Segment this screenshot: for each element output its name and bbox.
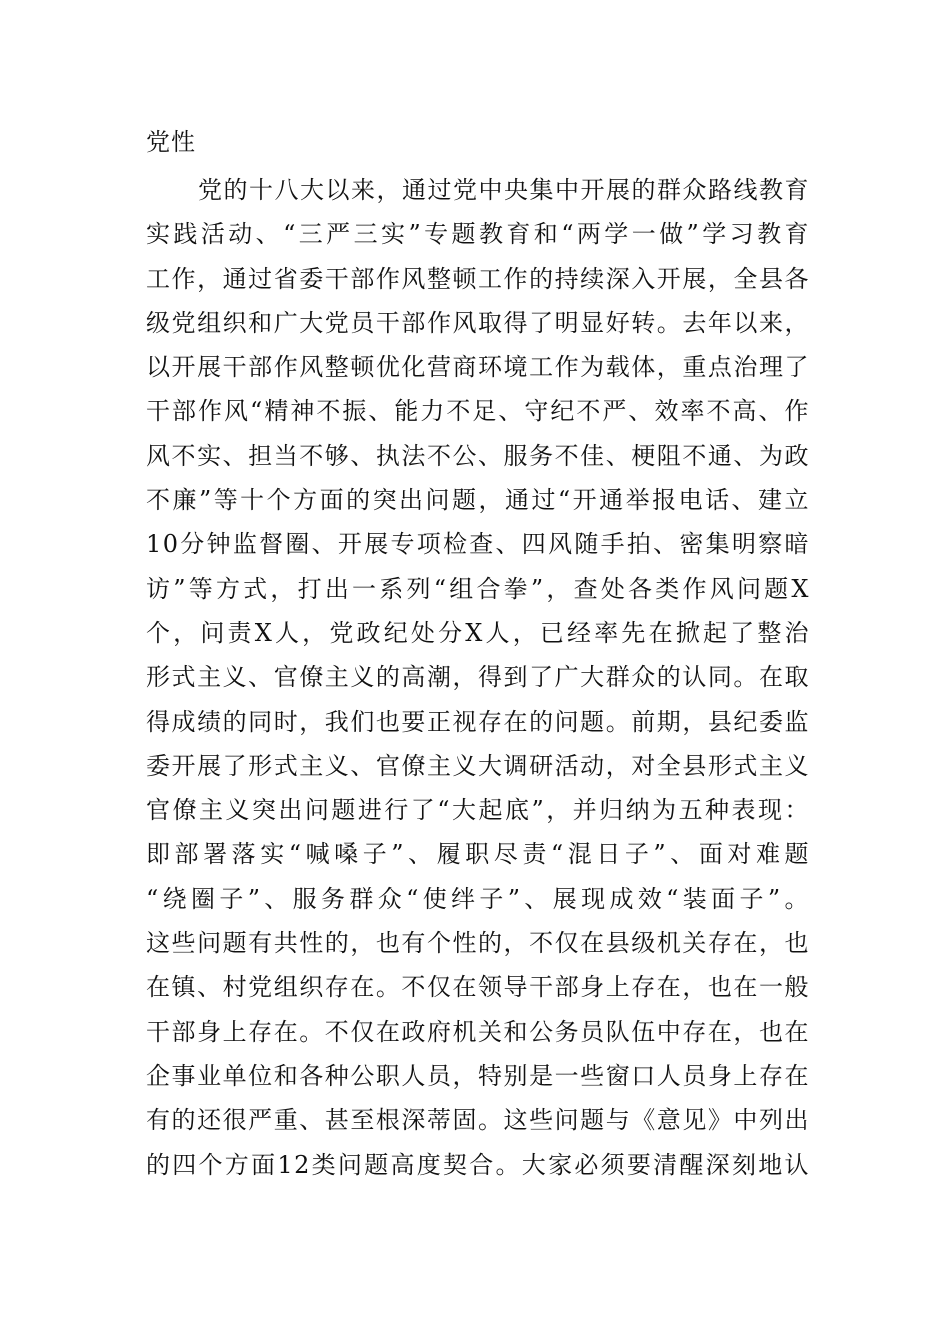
paragraph-line: 官僚主义突出问题进行了“大起底”，并归纳为五种表现： xyxy=(146,796,810,825)
paragraph-line: 实践活动、“三严三实”专题教育和“两学一做”学习教育 xyxy=(146,220,810,249)
paragraph-line: 级党组织和广大党员干部作风取得了明显好转。去年以来， xyxy=(146,308,810,337)
paragraph-line: 委开展了形式主义、官僚主义大调研活动，对全县形式主义 xyxy=(146,751,810,780)
paragraph-line: 有的还很严重、甚至根深蒂固。这些问题与《意见》中列出 xyxy=(146,1106,810,1135)
paragraph-line: 在镇、村党组织存在。不仅在领导干部身上存在，也在一般 xyxy=(146,973,810,1002)
paragraph-line: 工作，通过省委干部作风整顿工作的持续深入开展，全县各 xyxy=(146,264,810,293)
paragraph-line: 即部署落实“喊嗓子”、履职尽责“混日子”、面对难题 xyxy=(146,840,810,869)
paragraph-line: 党的十八大以来，通过党中央集中开展的群众路线教育 xyxy=(198,176,810,204)
paragraph-line: “绕圈子”、服务群众“使绊子”、展现成效“装面子”。 xyxy=(146,884,810,913)
paragraph-line: 不廉”等十个方面的突出问题，通过“开通举报电话、建立 xyxy=(146,486,810,515)
document-heading: 党性 xyxy=(146,128,196,156)
paragraph-line: 得成绩的同时，我们也要正视存在的问题。前期，县纪委监 xyxy=(146,707,810,736)
paragraph-line: 的四个方面12类问题高度契合。大家必须要清醒深刻地认 xyxy=(146,1150,810,1179)
body-paragraph xyxy=(146,168,810,1187)
paragraph-line: 访”等方式，打出一系列“组合拳”，查处各类作风问题X xyxy=(146,574,810,603)
paragraph-line: 个，问责X人，党政纪处分X人，已经率先在掀起了整治 xyxy=(146,618,810,647)
paragraph-line: 企事业单位和各种公职人员，特别是一些窗口人员身上存在 xyxy=(146,1061,810,1090)
paragraph-line: 干部身上存在。不仅在政府机关和公务员队伍中存在，也在 xyxy=(146,1017,810,1046)
paragraph-line: 干部作风“精神不振、能力不足、守纪不严、效率不高、作 xyxy=(146,397,810,426)
paragraph-line: 风不实、担当不够、执法不公、服务不佳、梗阻不通、为政 xyxy=(146,441,810,470)
paragraph-line: 10分钟监督圈、开展专项检查、四风随手拍、密集明察暗 xyxy=(146,530,810,559)
paragraph-line: 形式主义、官僚主义的高潮，得到了广大群众的认同。在取 xyxy=(146,663,810,692)
paragraph-line: 以开展干部作风整顿优化营商环境工作为载体，重点治理了 xyxy=(146,353,810,382)
paragraph-line: 这些问题有共性的，也有个性的，不仅在县级机关存在，也 xyxy=(146,929,810,958)
